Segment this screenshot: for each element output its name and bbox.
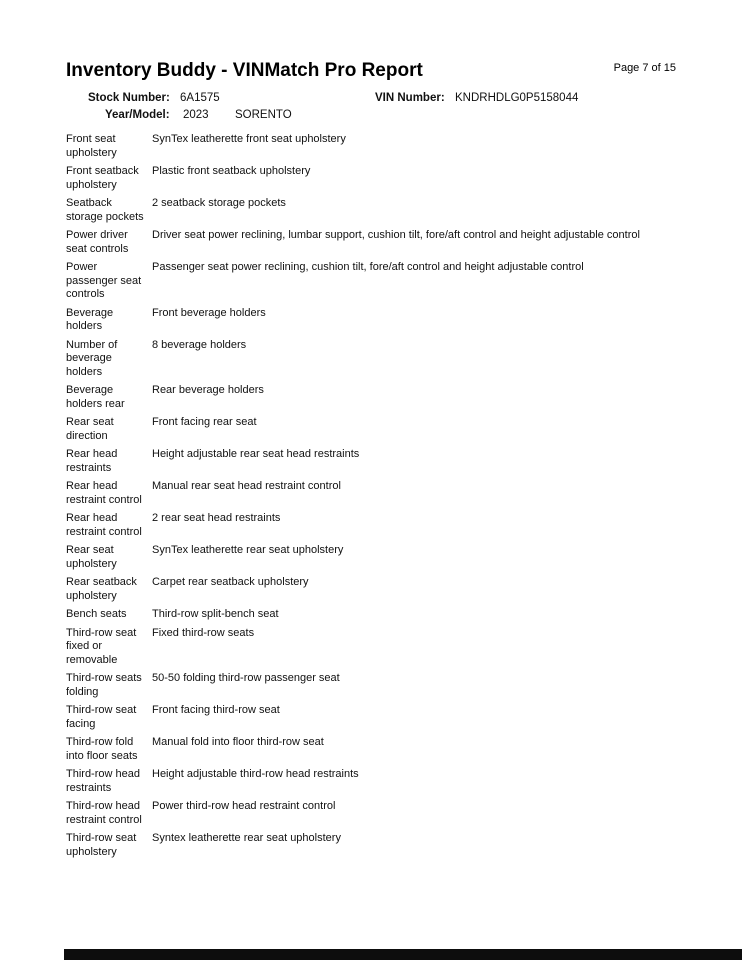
spec-value: Carpet rear seatback upholstery	[152, 576, 309, 588]
spec-row	[66, 800, 680, 827]
spec-label: Third-row head restraints	[66, 768, 140, 794]
spec-label: Bench seats	[66, 608, 127, 620]
spec-value: Front facing third-row seat	[152, 704, 280, 716]
model-value: SORENTO	[235, 109, 292, 121]
spec-value: Rear beverage holders	[152, 384, 264, 396]
spec-value: Height adjustable third-row head restraints	[152, 768, 359, 780]
vin-number-value: KNDRHDLG0P5158044	[455, 92, 579, 104]
spec-value: Front beverage holders	[152, 306, 266, 319]
spec-label: Third-row seats folding	[66, 672, 142, 698]
spec-row	[66, 480, 680, 507]
spec-row	[66, 832, 680, 859]
spec-label: Rear head restraint control	[66, 512, 142, 538]
spec-row	[66, 261, 680, 302]
spec-row	[66, 307, 680, 334]
spec-value: Syntex leatherette rear seat upholstery	[152, 832, 341, 844]
bottom-bar	[64, 949, 742, 960]
spec-value: Manual fold into floor third-row seat	[152, 736, 324, 748]
spec-row	[66, 512, 680, 539]
spec-value: 2 seatback storage pockets	[152, 197, 286, 209]
spec-row	[66, 704, 680, 731]
spec-row	[66, 576, 680, 603]
stock-number-value: 6A1575	[180, 92, 220, 104]
spec-label: Third-row fold into floor seats	[66, 736, 138, 762]
spec-value: Manual rear seat head restraint control	[152, 480, 341, 492]
spec-label: Front seat upholstery	[66, 133, 117, 159]
vin-number-label: VIN Number:	[375, 92, 445, 104]
spec-label: Number of beverage holders	[66, 338, 118, 378]
spec-row	[66, 229, 680, 256]
spec-label: Power passenger seat controls	[66, 261, 142, 300]
spec-row	[66, 544, 680, 571]
spec-row	[66, 165, 680, 192]
spec-row	[66, 448, 680, 475]
spec-label: Third-row head restraint control	[66, 800, 142, 826]
spec-value: Driver seat power reclining, lumbar support, cushion tilt, fore/aft control and height adjustable control	[152, 229, 640, 241]
year-value: 2023	[183, 109, 209, 121]
meta-row-2	[66, 109, 686, 126]
spec-label: Beverage holders	[66, 306, 114, 332]
spec-value: Third-row split-bench seat	[152, 608, 279, 620]
spec-label: Third-row seat fixed or removable	[66, 626, 137, 666]
year-model-label: Year/Model:	[105, 109, 170, 121]
spec-value: SynTex leatherette rear seat upholstery	[152, 544, 344, 556]
spec-row	[66, 672, 680, 699]
report-meta	[66, 92, 686, 126]
spec-value: Height adjustable rear seat head restraints	[152, 448, 360, 460]
spec-label: Rear head restraint control	[66, 480, 142, 506]
spec-label: Rear seat upholstery	[66, 544, 117, 570]
spec-label: Seatback storage pockets	[66, 197, 144, 223]
spec-value: Plastic front seatback upholstery	[152, 165, 311, 177]
spec-row	[66, 416, 680, 443]
spec-row	[66, 133, 680, 160]
spec-value: SynTex leatherette front seat upholstery	[152, 133, 346, 145]
spec-label: Third-row seat upholstery	[66, 832, 137, 858]
spec-value: Fixed third-row seats	[152, 626, 255, 639]
spec-row	[66, 736, 680, 763]
spec-row	[66, 768, 680, 795]
spec-value: 50-50 folding third-row passenger seat	[152, 672, 340, 684]
spec-value: 8 beverage holders	[152, 338, 247, 351]
spec-row	[66, 627, 680, 668]
meta-row-1	[66, 92, 686, 109]
page-number: Page 7 of 15	[613, 62, 676, 74]
spec-label: Front seatback upholstery	[66, 165, 139, 191]
spec-label: Power driver seat controls	[66, 229, 129, 255]
spec-row	[66, 339, 680, 380]
spec-table	[66, 133, 680, 864]
spec-row	[66, 197, 680, 224]
spec-value: Power third-row head restraint control	[152, 800, 336, 812]
spec-row	[66, 608, 680, 622]
spec-label: Rear head restraints	[66, 448, 118, 474]
spec-label: Beverage holders rear	[66, 384, 125, 410]
spec-value: 2 rear seat head restraints	[152, 512, 281, 524]
stock-number-label: Stock Number:	[88, 92, 170, 104]
spec-label: Rear seatback upholstery	[66, 576, 137, 602]
spec-row	[66, 384, 680, 411]
page-title: Inventory Buddy - VINMatch Pro Report	[66, 60, 423, 81]
spec-value: Front facing rear seat	[152, 416, 257, 428]
spec-value: Passenger seat power reclining, cushion tilt, fore/aft control and height adjustable control	[152, 261, 584, 273]
spec-label: Third-row seat facing	[66, 704, 137, 730]
spec-label: Rear seat direction	[66, 416, 114, 442]
